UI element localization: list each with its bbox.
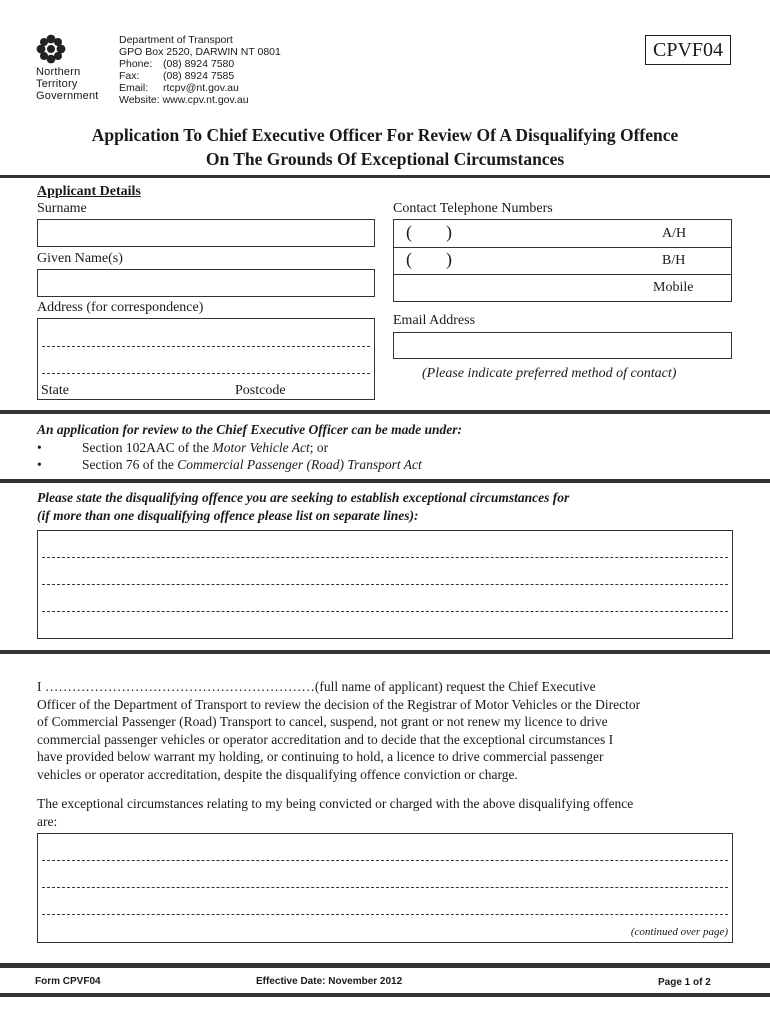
section-divider [0,650,770,654]
footer-page-number: Page 1 of 2 [658,977,711,988]
offence-prompt-line-2: (if more than one disqualifying offence please list on separate lines): [37,508,419,523]
logo-line-3: Government [36,90,99,102]
offence-line-3 [42,611,728,612]
section-divider [0,175,770,178]
footer-rule [0,963,770,968]
section-divider [0,479,770,483]
surname-input[interactable] [37,219,375,247]
email-address[interactable]: rtcpv@nt.gov.au [163,82,239,94]
declaration-line-5: have provided below warrant my holding, or continuing to hold, a licence to drive commercial passenger [37,749,604,764]
logo-text [36,66,99,102]
bh-label: B/H [662,253,686,268]
page-title [0,123,770,171]
department-contact [119,34,281,106]
footer-form: Form CPVF04 [35,976,101,987]
address-input[interactable] [37,318,375,400]
review-item-1 [37,440,328,456]
motor-vehicle-act: Motor Vehicle Act [212,440,310,455]
circumstances-prompt [37,795,737,830]
declaration-line-3: of Commercial Passenger (Road) Transport to cancel, suspend, not grant or not renew my licence to drive [37,714,608,729]
offence-line-2 [42,584,728,585]
fax-label: Fax: [119,70,140,82]
bh-paren-close: ) [446,249,452,269]
title-line-2: On The Grounds Of Exceptional Circumstances [205,149,565,169]
fax-number: (08) 8924 7585 [163,70,235,82]
declaration-line-1: I ……………………………………………………(full name of applicant) request the Chief Executive [37,679,596,694]
ah-paren-open: ( [406,222,412,242]
email-label: Email: [119,82,149,94]
form-code-badge: CPVF04 [645,35,731,65]
review-item-2 [37,457,422,473]
circumstances-line-b [42,887,728,888]
footer-bottom-rule [0,993,770,997]
department-name: Department of Transport [119,34,233,46]
ah-paren-close: ) [446,222,452,242]
address-line-1 [42,346,370,347]
circumstances-line-2: are: [37,813,58,829]
phone-bh-row[interactable] [394,247,731,275]
phone-ah-row[interactable] [394,220,731,248]
circumstances-line-1: The exceptional circumstances relating to my being convicted or charged with the above disqualifying offence [37,796,634,811]
phone-label: Phone: [119,58,153,70]
applicant-details-heading: Applicant Details [37,184,141,199]
phone-number: (08) 8924 7580 [163,58,235,70]
bullet-1: • [37,440,42,455]
logo-line-1: Northern [36,66,81,78]
circumstances-line-a [42,860,728,861]
email-address-label: Email Address [393,313,476,328]
given-names-label: Given Name(s) [37,251,123,266]
review-item-1-prefix: Section 102AAC of the [82,440,213,455]
circumstances-input[interactable] [37,833,733,943]
title-line-1: Application To Chief Executive Officer For Review Of A Disqualifying Offence [91,125,679,145]
surname-label: Surname [37,201,87,216]
email-address-input[interactable] [393,332,732,359]
website-label: Website: [119,94,160,106]
cpt-act: Commercial Passenger (Road) Transport Act [177,457,422,472]
offence-input[interactable] [37,530,733,639]
address-line-2 [42,373,370,374]
ah-label: A/H [662,226,687,241]
continued-note: (continued over page) [630,926,728,938]
postcode-label: Postcode [235,383,286,398]
nt-government-logo-icon [36,34,66,64]
review-intro: An application for review to the Chief Executive Officer can be made under: [37,422,462,437]
offence-line-1 [42,557,728,558]
declaration-line-4: commercial passenger vehicles or operator accreditation and to decide that the exceptional circumstances I [37,731,614,747]
footer-effective-date: Effective Date: November 2012 [256,976,403,987]
declaration-line-6: vehicles or operator accreditation, despite the disqualifying offence conviction or charge. [37,766,518,782]
given-names-input[interactable] [37,269,375,297]
offence-prompt-line-1: Please state the disqualifying offence you are seeking to establish exceptional circumstances for [37,490,570,505]
department-address: GPO Box 2520, DARWIN NT 0801 [119,46,281,58]
bullet-2: • [37,457,42,472]
declaration-line-2: Officer of the Department of Transport to review the decision of the Registrar of Motor Vehicles or the Director [37,696,641,712]
mobile-label: Mobile [653,280,694,295]
contact-phone-label: Contact Telephone Numbers [393,201,553,216]
address-label: Address (for correspondence) [37,300,204,315]
review-item-1-suffix: ; or [309,440,329,455]
review-item-2-prefix: Section 76 of the [82,457,178,472]
logo-line-2: Territory [36,78,78,90]
bh-paren-open: ( [406,249,412,269]
circumstances-line-c [42,914,728,915]
preferred-contact-note: (Please indicate preferred method of contact) [422,366,677,381]
website-link[interactable]: www.cpv.nt.gov.au [162,94,249,106]
state-label: State [41,383,69,398]
phone-numbers-box [393,219,732,302]
section-divider [0,410,770,414]
phone-mobile-row[interactable] [394,274,731,301]
declaration-paragraph [37,678,737,783]
